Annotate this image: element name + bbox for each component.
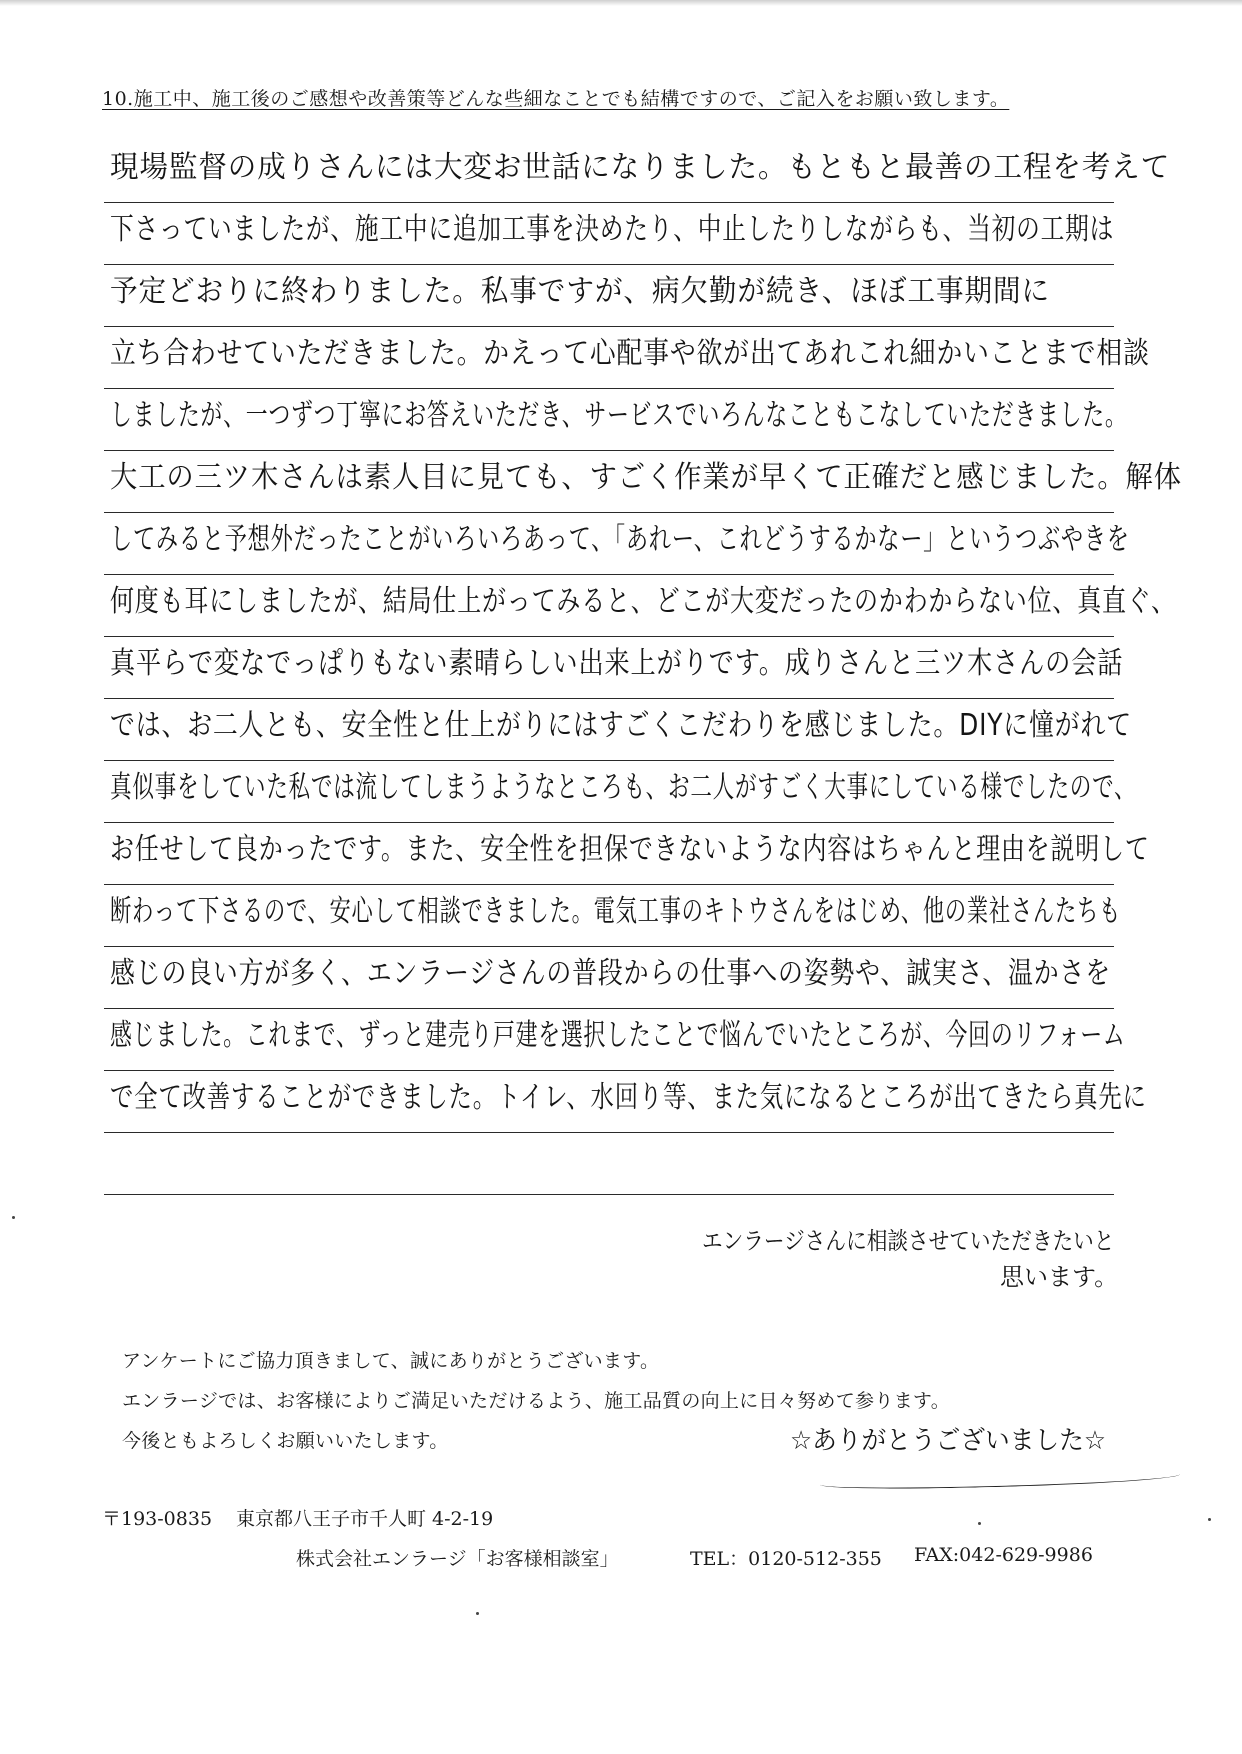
handwritten-line: 大工の三ツ木さんは素人目に見ても、すごく作業が早くて正確だと感じました。解体	[110, 460, 1182, 495]
handwritten-line: 断わって下さるので、安心して相談できました。電気工事のキトウさんをはじめ、他の業社さんたちも	[110, 894, 1121, 929]
handwritten-line: で全て改善することができました。トイレ、水回り等、また気になるところが出てきたら真先に	[110, 1080, 1147, 1115]
ruled-line	[104, 574, 1114, 575]
handwritten-line: 下さっていましたが、施工中に追加工事を決めたり、中止したりしながらも、当初の工期は	[110, 212, 1115, 247]
ruled-line	[104, 884, 1114, 885]
scan-speck	[12, 1216, 15, 1219]
handwritten-tail-line: エンラージさんに相談させていただきたいと	[702, 1227, 1115, 1255]
fax-number: FAX:042-629-9986	[914, 1544, 1093, 1566]
ruled-line	[104, 326, 1114, 327]
ruled-line	[104, 636, 1114, 637]
handwritten-line: しましたが、一つずつ丁寧にお答えいただき、サービスでいろんなこともこなしていただきました。	[110, 398, 1128, 433]
ruled-line	[104, 760, 1114, 761]
ruled-line	[104, 388, 1114, 389]
handwritten-line: お任せして良かったです。また、安全性を担保できないような内容はちゃんと理由を説明して	[110, 832, 1150, 867]
question-heading: 10.施工中、施工後のご感想や改善策等どんな些細なことでも結構ですので、ご記入をお願い致します。	[102, 88, 1010, 110]
handwritten-line: 何度も耳にしましたが、結局仕上がってみると、どこが大変だったのかわからない位、真直ぐ、	[110, 584, 1176, 619]
ruled-line	[104, 1008, 1114, 1009]
ruled-line	[104, 450, 1114, 451]
postal-code: 〒193-0835	[102, 1508, 213, 1530]
handwritten-tail-line: 思います。	[1000, 1263, 1119, 1291]
ruled-line	[104, 822, 1114, 823]
handwritten-line: 立ち合わせていただきました。かえって心配事や欲が出てあれこれ細かいことまで相談	[110, 336, 1150, 371]
ruled-line	[104, 1070, 1114, 1071]
scan-speck	[476, 1612, 479, 1615]
scan-edge	[0, 0, 1242, 6]
ruled-line	[104, 698, 1114, 699]
handwritten-thanks: ☆ありがとうございました☆	[790, 1426, 1106, 1456]
ruled-line	[104, 202, 1114, 203]
ruled-line	[104, 1132, 1114, 1133]
ruled-line	[104, 264, 1114, 265]
street-address: 東京都八王子市千人町 4-2-19	[236, 1508, 494, 1530]
handwritten-line: 感じの良い方が多く、エンラージさんの普段からの仕事への姿勢や、誠実さ、温かさを	[110, 956, 1111, 991]
company-name: 株式会社エンラージ「お客様相談室」	[296, 1548, 619, 1570]
handwritten-line: 感じました。これまで、ずっと建売り戸建を選択したことで悩んでいたところが、今回のリフォーム	[110, 1018, 1126, 1053]
scan-speck	[978, 1522, 981, 1525]
phone-number: TEL：0120-512-355	[690, 1548, 882, 1570]
handwritten-line: してみると予想外だったことがいろいろあって、「あれー、これどうするかなー」というつぶやきを	[110, 522, 1130, 557]
handwritten-line: 現場監督の成りさんには大変お世話になりました。もともと最善の工程を考えて	[110, 150, 1171, 185]
thanks-underline	[820, 1468, 1180, 1491]
handwritten-line: 真似事をしていた私では流してしまうようなところも、お二人がすごく大事にしている様でしたので、	[110, 770, 1137, 805]
ruled-line	[104, 1194, 1114, 1195]
scan-speck	[1208, 1518, 1211, 1521]
closing-line: アンケートにご協力頂きまして、誠にありがとうございます。	[122, 1350, 660, 1372]
handwritten-line: 真平らで変なでっぱりもない素晴らしい出来上がりです。成りさんと三ツ木さんの会話	[110, 646, 1124, 681]
ruled-line	[104, 512, 1114, 513]
ruled-line	[104, 946, 1114, 947]
handwritten-line: では、お二人とも、安全性と仕上がりにはすごくこだわりを感じました。DIYに憧がれて	[110, 708, 1132, 743]
closing-line: エンラージでは、お客様によりご満足いただけるよう、施工品質の向上に日々努めて参ります。	[122, 1390, 951, 1412]
closing-line: 今後ともよろしくお願いいたします。	[122, 1430, 449, 1452]
handwritten-line: 予定どおりに終わりました。私事ですが、病欠勤が続き、ほぼ工事期間に	[110, 274, 1051, 309]
